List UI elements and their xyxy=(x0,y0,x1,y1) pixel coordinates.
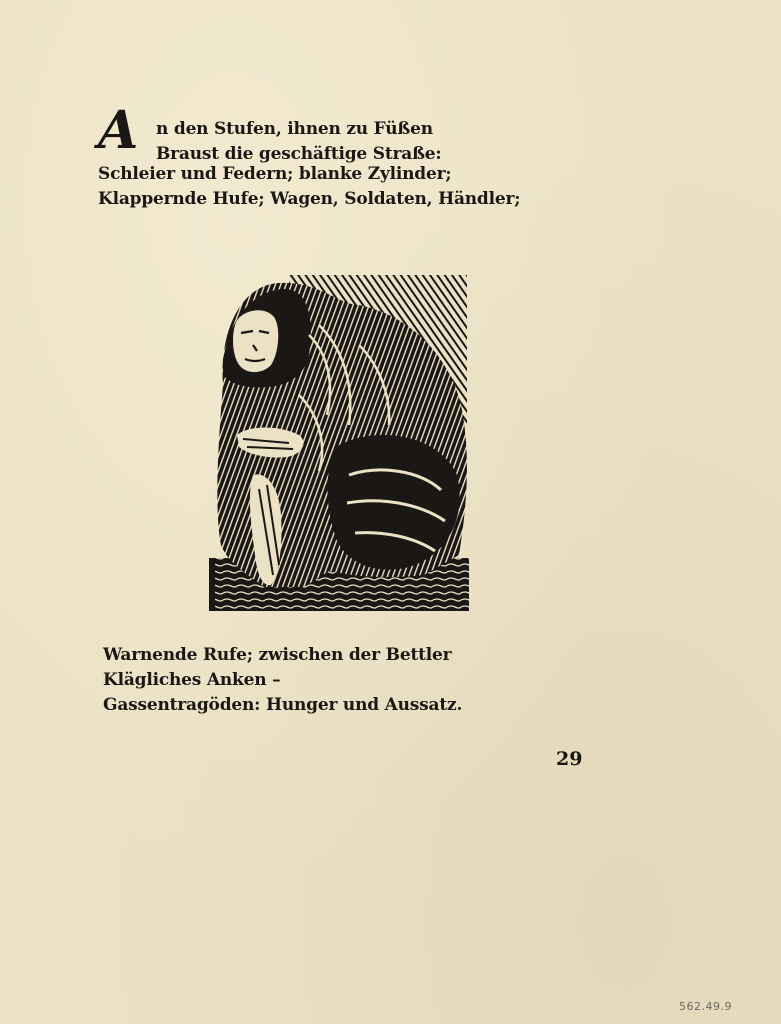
woodcut-illustration xyxy=(209,275,469,611)
poem-line-3: Schleier und Federn; blanke Zylinder; xyxy=(98,164,452,184)
poem-stanza-top xyxy=(98,100,538,212)
dropcap-lines xyxy=(156,104,441,167)
dropcap-row xyxy=(98,100,538,167)
poem-line-7: Gassentragöden: Hunger und Aussatz. xyxy=(103,695,463,715)
poem-line-1: n den Stufen, ihnen zu Füßen xyxy=(156,119,433,139)
accession-number: 562.49.9 xyxy=(679,1000,732,1013)
poem-stanza-bottom xyxy=(103,643,503,718)
page-number: 29 xyxy=(556,748,583,770)
poem-line-2: Braust die geschäftige Straße: xyxy=(156,144,442,164)
poem-line-6: Klägliches Anken – xyxy=(103,670,281,690)
poem-line-5: Warnende Rufe; zwischen der Bettler xyxy=(103,645,452,665)
drop-cap-initial: A xyxy=(98,100,137,161)
poem-line-4: Klappernde Hufe; Wagen, Soldaten, Händler; xyxy=(98,189,521,209)
